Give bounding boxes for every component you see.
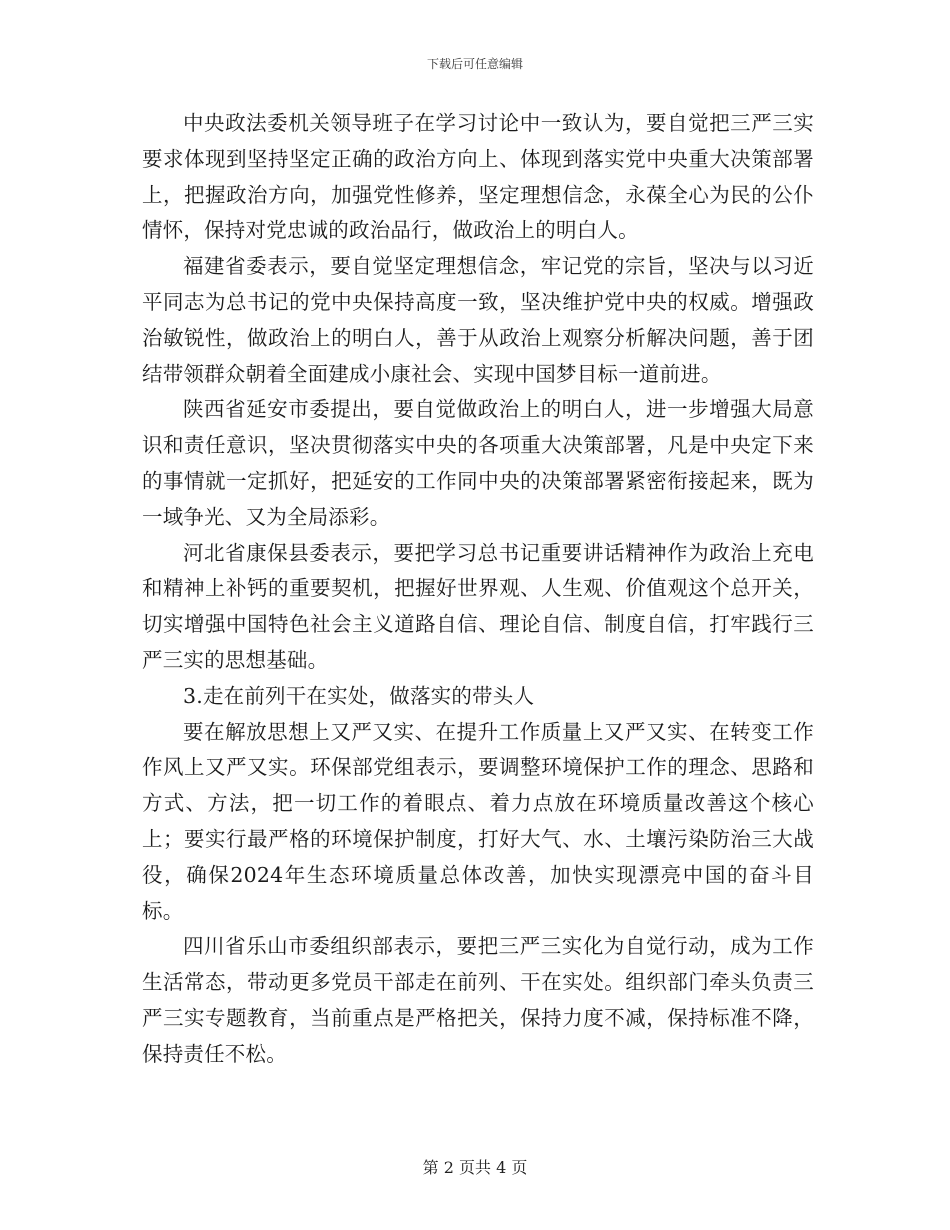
section-heading: 3.走在前列干在实处，做落实的带头人 bbox=[183, 683, 535, 708]
paragraph-yanan-shiwei: 陕西省延安市委提出，要自觉做政治上的明白人，进一步增强大局意识和责任意识，坚决贯彻落实中央的各项重大决策部署，凡是中央定下来的事情就一定抓好，把延安的工作同中央的决策部署紧密衔接起来，既为一域争光、又为全局添彩。 bbox=[142, 397, 814, 529]
paragraph-fujian-shengwei: 福建省委表示，要自觉坚定理想信念，牢记党的宗旨，坚决与以习近平同志为总书记的党中央保持高度一致，坚决维护党中央的权威。增强政治敏锐性，做政治上的明白人，善于从政治上观察分析解决问题，善于团结带领群众朝着全面建成小康社会、实现中国梦目标一道前进。 bbox=[142, 254, 814, 386]
paragraph-zhongyang-zhengfawei: 中央政法委机关领导班子在学习讨论中一致认为，要自觉把三严三实要求体现到坚持坚定正确的政治方向上、体现到落实党中央重大决策部署上，把握政治方向，加强党性修养，坚定理想信念，永葆全心为民的公仆情怀，保持对党忠诚的政治品行，做政治上的明白人。 bbox=[142, 111, 814, 243]
paragraph-huanbaobu: 要在解放思想上又严又实、在提升工作质量上又严又实、在转变工作作风上又严又实。环保部党组表示，要调整环境保护工作的理念、思路和方式、方法，把一切工作的着眼点、着力点放在环境质量改善这个核心上；要实行最严格的环境保护制度，打好大气、水、土壤污染防治三大战役，确保2024年生态环境质量总体改善，加快实现漂亮中国的奋斗目标。 bbox=[142, 719, 814, 923]
paragraph-leshan-zuzhibu: 四川省乐山市委组织部表示，要把三严三实化为自觉行动，成为工作生活常态，带动更多党员干部走在前列、干在实处。组织部门牵头负责三严三实专题教育，当前重点是严格把关，保持力度不减，保持标准不降，保持责任不松。 bbox=[142, 934, 814, 1066]
document-body bbox=[142, 106, 814, 1073]
paragraph-kangbao-xianwei: 河北省康保县委表示，要把学习总书记重要讲话精神作为政治上充电和精神上补钙的重要契机，把握好世界观、人生观、价值观这个总开关，切实增强中国特色社会主义道路自信、理论自信、制度自信，打牢践行三严三实的思想基础。 bbox=[142, 540, 814, 672]
page-number: 第 2 页共 4 页 bbox=[422, 1158, 528, 1177]
page-header-note: 下载后可任意编辑 bbox=[426, 57, 523, 71]
